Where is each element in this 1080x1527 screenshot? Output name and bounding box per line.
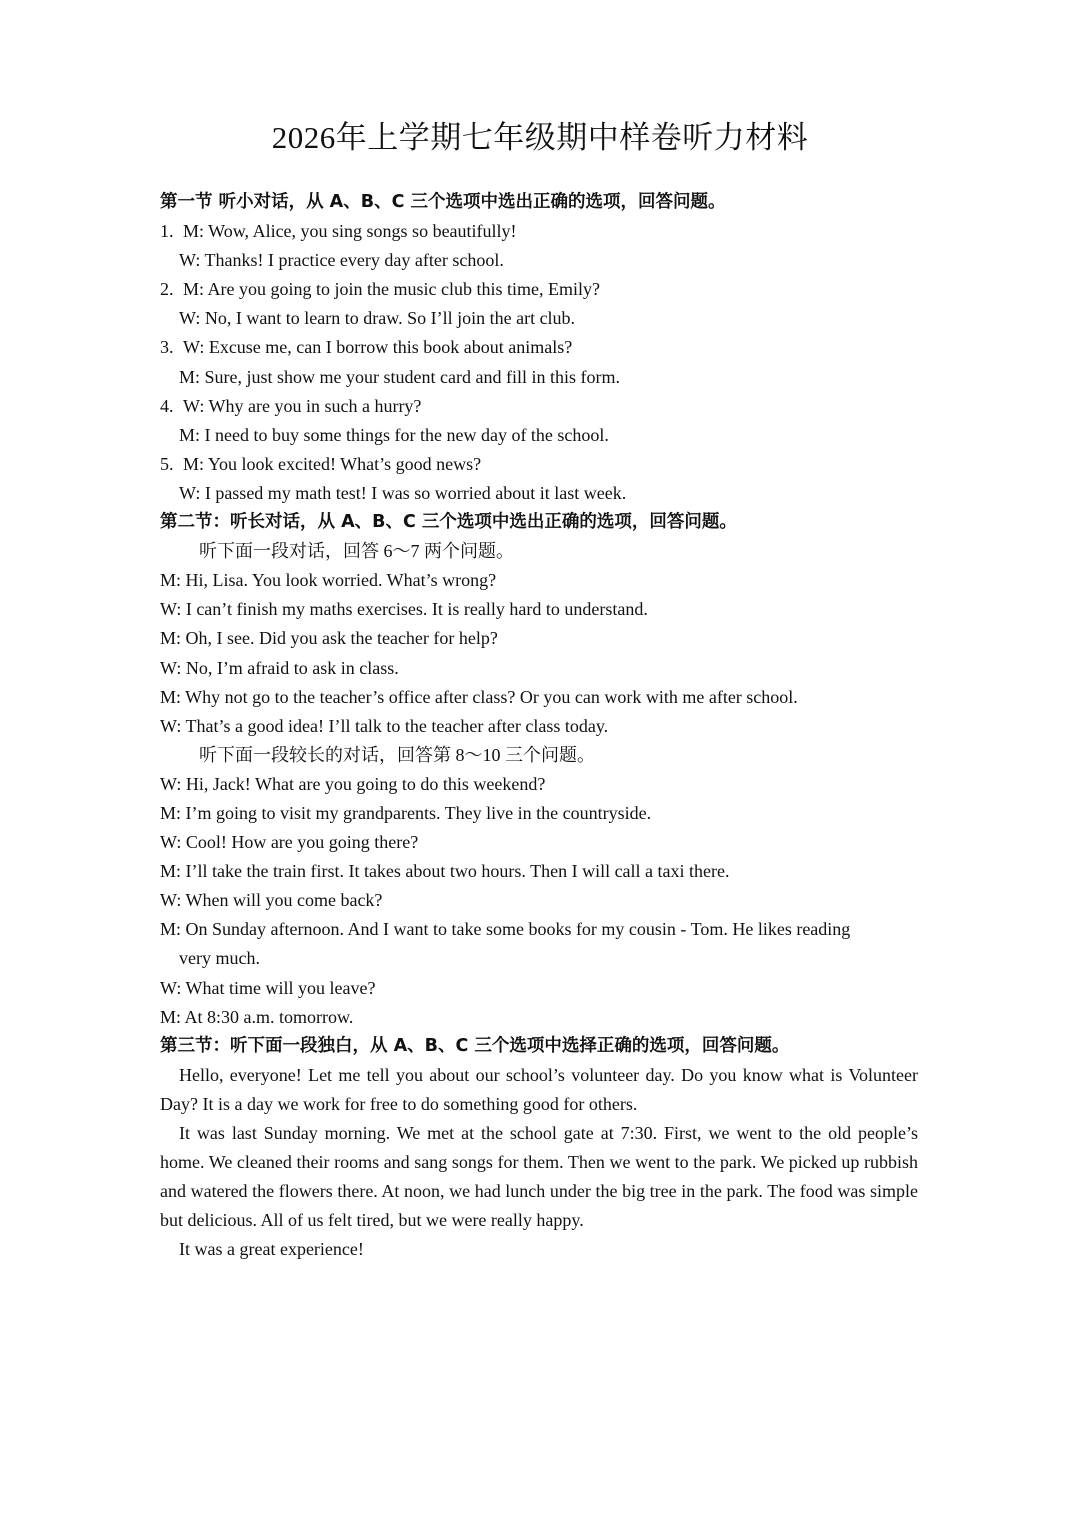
long-dialog2-line: M: I’ll take the train first. It takes about two hours. Then I will call a taxi there. — [160, 861, 730, 882]
dialog-text: W: Why are you in such a hurry? — [183, 395, 422, 416]
dialog2-line1 — [160, 275, 918, 304]
section2-intro1: 听下面一段对话，回答 6～7 两个问题。 — [199, 541, 514, 562]
long-dialog1-line: M: Oh, I see. Did you ask the teacher for help? — [160, 628, 498, 649]
section2-heading: 第二节：听长对话，从 A、B、C 三个选项中选出正确的选项，回答问题。 — [160, 512, 737, 533]
dialog5-line2: W: I passed my math test! I was so worried about it last week. — [179, 482, 627, 503]
monologue-paragraph: Hello, everyone! Let me tell you about our school’s volunteer day. Do you know what is Volunteer Day? It is a day we work for free to do something good for others. — [160, 1064, 918, 1114]
dialog-number: 1. — [160, 221, 174, 242]
dialog5-line1 — [160, 450, 918, 479]
long-dialog2-line: W: What time will you leave? — [160, 977, 376, 998]
monologue-paragraph: It was last Sunday morning. We met at the school gate at 7:30. First, we went to the old people’s home. We cleaned their rooms and sang songs for them. Then we went to the park. We picked up rubbish and watered the flowers there. At noon, we had lunch under the big tree in the park. The food was simple but delicious. All of us felt tired, but we were really happy. — [160, 1123, 918, 1231]
dialog-number: 4. — [160, 395, 174, 416]
long-dialog2-line: W: Cool! How are you going there? — [160, 832, 419, 853]
long-dialog2-wrapped-line — [160, 915, 918, 973]
dialog4-line2: M: I need to buy some things for the new day of the school. — [179, 424, 609, 445]
dialog3-line1 — [160, 333, 918, 362]
monologue-paragraph: It was a great experience! — [179, 1239, 364, 1260]
dialog-number: 2. — [160, 279, 174, 300]
dialog4-line1 — [160, 392, 918, 421]
long-dialog2-line: M: I’m going to visit my grandparents. They live in the countryside. — [160, 802, 652, 823]
section3-heading: 第三节：听下面一段独白，从 A、B、C 三个选项中选择正确的选项，回答问题。 — [160, 1035, 790, 1056]
long-dialog1-line: M: Hi, Lisa. You look worried. What’s wrong? — [160, 570, 497, 591]
long-dialog2-line: W: Hi, Jack! What are you going to do this weekend? — [160, 773, 546, 794]
dialog-text: W: Excuse me, can I borrow this book about animals? — [183, 337, 573, 358]
dialog-number: 5. — [160, 453, 174, 474]
long-dialog1-line: W: I can’t finish my maths exercises. It is really hard to understand. — [160, 599, 648, 620]
dialog-number: 3. — [160, 337, 174, 358]
wrapped-line-text: M: On Sunday afternoon. And I want to take some books for my cousin - Tom. He likes reading — [160, 919, 851, 940]
dialog-text: M: Wow, Alice, you sing songs so beautifully! — [183, 221, 517, 242]
long-dialog1-line: W: That’s a good idea! I’ll talk to the teacher after class today. — [160, 715, 609, 736]
page-title: 2026年上学期七年级期中样卷听力材料 — [271, 120, 809, 155]
section2-intro2: 听下面一段较长的对话，回答第 8～10 三个问题。 — [199, 744, 595, 765]
dialog2-line2: W: No, I want to learn to draw. So I’ll join the art club. — [179, 308, 576, 329]
dialog-text: M: Are you going to join the music club this time, Emily? — [183, 279, 600, 300]
dialog-text: M: You look excited! What’s good news? — [183, 453, 482, 474]
document-body — [160, 188, 918, 1264]
dialog1-line1 — [160, 217, 918, 246]
long-dialog1-line: M: Why not go to the teacher’s office after class? Or you can work with me after school. — [160, 686, 798, 707]
section1-heading: 第一节 听小对话，从 A、B、C 三个选项中选出正确的选项，回答问题。 — [160, 192, 726, 212]
long-dialog2-line: W: When will you come back? — [160, 890, 383, 911]
dialog1-line2: W: Thanks! I practice every day after school. — [179, 250, 504, 271]
long-dialog1-line: W: No, I’m afraid to ask in class. — [160, 657, 399, 678]
long-dialog2-line: M: At 8:30 a.m. tomorrow. — [160, 1006, 354, 1027]
wrapped-line-continuation: very much. — [179, 948, 260, 969]
dialog3-line2: M: Sure, just show me your student card and fill in this form. — [179, 366, 620, 387]
